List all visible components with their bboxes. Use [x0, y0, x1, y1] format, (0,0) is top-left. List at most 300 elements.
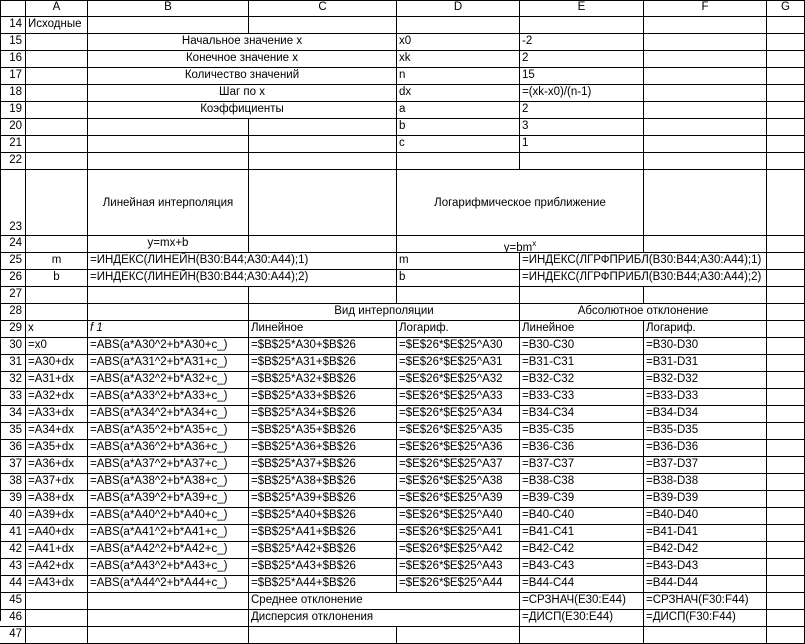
row-header-16[interactable]: 16 [0, 51, 26, 68]
row-header-42[interactable]: 42 [0, 542, 26, 559]
cell-d17[interactable] [397, 68, 520, 85]
cell-a45[interactable] [26, 593, 88, 610]
cell-c41[interactable] [249, 525, 397, 542]
cell-a29-value: x [28, 322, 34, 334]
row-header-29[interactable]: 29 [0, 321, 26, 338]
column-header-f[interactable]: F [644, 0, 767, 17]
cell-f23[interactable] [644, 170, 767, 236]
cell-a23[interactable] [26, 170, 88, 236]
cell-a30-value: =x0 [28, 339, 47, 351]
cell-a30[interactable] [26, 338, 88, 355]
cell-g20[interactable] [767, 119, 805, 136]
cell-a25[interactable] [26, 253, 88, 270]
cell-e40[interactable] [520, 508, 644, 525]
cell-f21[interactable] [644, 136, 767, 153]
cell-f41[interactable] [644, 525, 767, 542]
cell-d21[interactable] [397, 136, 520, 153]
cell-c29[interactable] [249, 321, 397, 338]
cell-d29[interactable] [397, 321, 520, 338]
cell-b14[interactable] [88, 17, 249, 34]
cell-e40-value: =B40-C40 [522, 509, 575, 521]
cell-g38[interactable] [767, 474, 805, 491]
cell-a38[interactable] [26, 474, 88, 491]
cell-d32[interactable] [397, 372, 520, 389]
cell-e29[interactable] [520, 321, 644, 338]
cell-g26[interactable] [767, 270, 805, 287]
cell-d39-value: =$E$26*$E$25^A39 [399, 492, 503, 504]
cell-b41[interactable] [88, 525, 249, 542]
cell-c33[interactable] [249, 389, 397, 406]
cell-c35[interactable] [249, 423, 397, 440]
cell-b37[interactable] [88, 457, 249, 474]
cell-e47[interactable] [520, 627, 644, 644]
cell-e36[interactable] [520, 440, 644, 457]
cell-c30[interactable] [249, 338, 397, 355]
row-header-40[interactable]: 40 [0, 508, 26, 525]
cell-a18[interactable] [26, 85, 88, 102]
cell-g39[interactable] [767, 491, 805, 508]
cell-d36[interactable] [397, 440, 520, 457]
cell-b23[interactable] [88, 170, 249, 236]
cell-b34-value: =ABS(a*A34^2+b*A34+c_) [90, 407, 228, 419]
cell-d42[interactable] [397, 542, 520, 559]
cell-d38[interactable] [397, 474, 520, 491]
cell-c21[interactable] [249, 136, 397, 153]
cell-a19[interactable] [26, 102, 88, 119]
cell-b33[interactable] [88, 389, 249, 406]
cell-a36[interactable] [26, 440, 88, 457]
cell-g40[interactable] [767, 508, 805, 525]
cell-d30[interactable] [397, 338, 520, 355]
column-header-d[interactable]: D [397, 0, 520, 17]
row-header-46[interactable]: 46 [0, 610, 26, 627]
cell-c32[interactable] [249, 372, 397, 389]
cell-c32-value: =$B$25*A32+$B$26 [251, 373, 356, 385]
cell-b43-value: =ABS(a*A43^2+b*A43+c_) [90, 560, 228, 572]
cell-b25[interactable] [88, 253, 309, 270]
cell-a39[interactable] [26, 491, 88, 508]
row-header-19[interactable]: 19 [0, 102, 26, 119]
cell-d27[interactable] [397, 287, 520, 304]
cell-f24[interactable] [644, 236, 767, 253]
cell-f35[interactable] [644, 423, 767, 440]
row-header-47[interactable]: 47 [0, 627, 26, 644]
row-header-45[interactable]: 45 [0, 593, 26, 610]
row-header-24[interactable]: 24 [0, 236, 26, 253]
cell-e18[interactable] [520, 85, 644, 102]
cell-e26-value: =ИНДЕКС(ЛГРФПРИБЛ(B30:B44;A30:A44);2) [522, 271, 762, 283]
cell-a21[interactable] [26, 136, 88, 153]
cell-d15[interactable] [397, 34, 520, 51]
cell-e30[interactable] [520, 338, 644, 355]
cell-b34[interactable] [88, 406, 249, 423]
cell-c46[interactable] [249, 610, 520, 627]
cell-f15[interactable] [644, 34, 767, 51]
cell-f20[interactable] [644, 119, 767, 136]
cell-d43[interactable] [397, 559, 520, 576]
row-header-23[interactable]: 23 [0, 170, 26, 236]
cell-d44-value: =$E$26*$E$25^A44 [399, 577, 503, 589]
cell-a43[interactable] [26, 559, 88, 576]
cell-c20[interactable] [249, 119, 397, 136]
cell-c31-value: =$B$25*A31+$B$26 [251, 356, 356, 368]
cell-g17[interactable] [767, 68, 805, 85]
cell-b39[interactable] [88, 491, 249, 508]
cell-a32[interactable] [26, 372, 88, 389]
cell-b42[interactable] [88, 542, 249, 559]
cell-b24[interactable] [88, 236, 249, 253]
cell-e39[interactable] [520, 491, 644, 508]
cell-d25-value: m [399, 254, 409, 266]
cell-g28[interactable] [767, 304, 805, 321]
cell-b17-value: Количество значений [184, 69, 300, 81]
cell-c28[interactable] [249, 304, 520, 321]
cell-g46[interactable] [767, 610, 805, 627]
cell-d18[interactable] [397, 85, 520, 102]
cell-d41[interactable] [397, 525, 520, 542]
cell-g18[interactable] [767, 85, 805, 102]
cell-c24[interactable] [249, 236, 397, 253]
row-header-15[interactable]: 15 [0, 34, 26, 51]
cell-e19[interactable] [520, 102, 644, 119]
cell-c43[interactable] [249, 559, 397, 576]
cell-c47[interactable] [249, 627, 397, 644]
cell-g16[interactable] [767, 51, 805, 68]
cell-d16[interactable] [397, 51, 520, 68]
cell-b18[interactable] [88, 85, 397, 102]
cell-f27[interactable] [644, 287, 767, 304]
cell-a40[interactable] [26, 508, 88, 525]
cell-f44-value: =B44-D44 [646, 577, 699, 589]
cell-b40[interactable] [88, 508, 249, 525]
row-header-20[interactable]: 20 [0, 119, 26, 136]
cell-f38[interactable] [644, 474, 767, 491]
cell-c33-value: =$B$25*A33+$B$26 [251, 390, 356, 402]
cell-e35[interactable] [520, 423, 644, 440]
row-header-31[interactable]: 31 [0, 355, 26, 372]
cell-d19[interactable] [397, 102, 520, 119]
cell-d44[interactable] [397, 576, 520, 593]
cell-b33-value: =ABS(a*A33^2+b*A33+c_) [90, 390, 228, 402]
cell-e20[interactable] [520, 119, 644, 136]
cell-d23[interactable] [397, 170, 644, 236]
cell-a20[interactable] [26, 119, 88, 136]
cell-c27[interactable] [249, 287, 397, 304]
cell-d35[interactable] [397, 423, 520, 440]
cell-f37[interactable] [644, 457, 767, 474]
cell-b19[interactable] [88, 102, 397, 119]
cell-c39[interactable] [249, 491, 397, 508]
cell-d37[interactable] [397, 457, 520, 474]
cell-e32[interactable] [520, 372, 644, 389]
column-header-e[interactable]: E [520, 0, 644, 17]
cell-d31[interactable] [397, 355, 520, 372]
cell-a47[interactable] [26, 627, 88, 644]
cell-f29[interactable] [644, 321, 767, 338]
cell-d19-value: a [399, 103, 406, 115]
cell-e37[interactable] [520, 457, 644, 474]
cell-g34[interactable] [767, 406, 805, 423]
cell-c42-value: =$B$25*A42+$B$26 [251, 543, 356, 555]
row-header-37[interactable]: 37 [0, 457, 26, 474]
cell-d20[interactable] [397, 119, 520, 136]
row-header-26[interactable]: 26 [0, 270, 26, 287]
cell-c43-value: =$B$25*A43+$B$26 [251, 560, 356, 572]
cell-b35[interactable] [88, 423, 249, 440]
cell-a46[interactable] [26, 610, 88, 627]
cell-a41[interactable] [26, 525, 88, 542]
cell-e15[interactable] [520, 34, 644, 51]
cell-b15[interactable] [88, 34, 397, 51]
cell-a15[interactable] [26, 34, 88, 51]
cell-d33[interactable] [397, 389, 520, 406]
row-header-14[interactable]: 14 [0, 17, 26, 34]
cell-e43-value: =B43-C43 [522, 560, 575, 572]
cell-e41[interactable] [520, 525, 644, 542]
cell-a35[interactable] [26, 423, 88, 440]
cell-b43[interactable] [88, 559, 249, 576]
cell-d47[interactable] [397, 627, 520, 644]
row-header-41[interactable]: 41 [0, 525, 26, 542]
cell-f36[interactable] [644, 440, 767, 457]
cell-f32[interactable] [644, 372, 767, 389]
cell-e27[interactable] [520, 287, 644, 304]
cell-b18-value: Шаг по x [219, 86, 265, 98]
cell-b36[interactable] [88, 440, 249, 457]
cell-a36-value: =A35+dx [28, 441, 75, 453]
cell-g22[interactable] [767, 153, 805, 170]
cell-e31[interactable] [520, 355, 644, 372]
cell-g25[interactable] [767, 253, 805, 270]
row-header-30[interactable]: 30 [0, 338, 26, 355]
cell-c22[interactable] [249, 153, 397, 170]
cell-a44[interactable] [26, 576, 88, 593]
cell-c40[interactable] [249, 508, 397, 525]
cell-b27[interactable] [88, 287, 249, 304]
cell-f14[interactable] [644, 17, 767, 34]
cell-a37[interactable] [26, 457, 88, 474]
cell-g36[interactable] [767, 440, 805, 457]
cell-a34[interactable] [26, 406, 88, 423]
cell-e21-value: 1 [522, 137, 529, 149]
cell-d26[interactable] [397, 270, 520, 287]
cell-d39[interactable] [397, 491, 520, 508]
cell-e22[interactable] [520, 153, 644, 170]
cell-e34[interactable] [520, 406, 644, 423]
cell-g30[interactable] [767, 338, 805, 355]
cell-a17[interactable] [26, 68, 88, 85]
cell-e41-value: =B41-C41 [522, 526, 575, 538]
row-header-27[interactable]: 27 [0, 287, 26, 304]
cell-g32[interactable] [767, 372, 805, 389]
cell-g35[interactable] [767, 423, 805, 440]
row-header-22[interactable]: 22 [0, 153, 26, 170]
cell-d40[interactable] [397, 508, 520, 525]
cell-c37[interactable] [249, 457, 397, 474]
cell-a42[interactable] [26, 542, 88, 559]
cell-b38[interactable] [88, 474, 249, 491]
cell-b30[interactable] [88, 338, 249, 355]
cell-c38[interactable] [249, 474, 397, 491]
cell-g47[interactable] [767, 627, 805, 644]
cell-a16[interactable] [26, 51, 88, 68]
row-header-36[interactable]: 36 [0, 440, 26, 457]
cell-d24[interactable] [397, 236, 644, 253]
cell-b32[interactable] [88, 372, 249, 389]
cell-b36-value: =ABS(a*A36^2+b*A36+c_) [90, 441, 228, 453]
cell-g24[interactable] [767, 236, 805, 253]
cell-c23[interactable] [249, 170, 397, 236]
cell-b20[interactable] [88, 119, 249, 136]
cell-d34[interactable] [397, 406, 520, 423]
cell-c35-value: =$B$25*A35+$B$26 [251, 424, 356, 436]
cell-e44[interactable] [520, 576, 644, 593]
cell-c45[interactable] [249, 593, 520, 610]
cell-g14[interactable] [767, 17, 805, 34]
cell-g33[interactable] [767, 389, 805, 406]
cell-g41[interactable] [767, 525, 805, 542]
cell-b47[interactable] [88, 627, 249, 644]
cell-f44[interactable] [644, 576, 767, 593]
cell-a24[interactable] [26, 236, 88, 253]
cell-e46[interactable] [520, 610, 644, 627]
cell-g29[interactable] [767, 321, 805, 338]
cell-a22[interactable] [26, 153, 88, 170]
cell-g44[interactable] [767, 576, 805, 593]
cell-d32-value: =$E$26*$E$25^A32 [399, 373, 503, 385]
cell-g21[interactable] [767, 136, 805, 153]
row-header-25[interactable]: 25 [0, 253, 26, 270]
row-header-44[interactable]: 44 [0, 576, 26, 593]
cell-f34[interactable] [644, 406, 767, 423]
cell-c31[interactable] [249, 355, 397, 372]
cell-e33[interactable] [520, 389, 644, 406]
cell-g27[interactable] [767, 287, 805, 304]
cell-d25[interactable] [397, 253, 520, 270]
row-header-33[interactable]: 33 [0, 389, 26, 406]
cell-f47[interactable] [644, 627, 767, 644]
cell-b31[interactable] [88, 355, 249, 372]
cell-b26[interactable] [88, 270, 309, 287]
cell-a14[interactable] [26, 17, 88, 34]
cell-c14[interactable] [249, 17, 397, 34]
cell-g23[interactable] [767, 170, 805, 236]
row-header-35[interactable]: 35 [0, 423, 26, 440]
column-header-c[interactable]: C [249, 0, 397, 17]
cell-b28[interactable] [88, 304, 249, 321]
cell-e16[interactable] [520, 51, 644, 68]
cell-f22[interactable] [644, 153, 767, 170]
cell-e43[interactable] [520, 559, 644, 576]
cell-f45[interactable] [644, 593, 767, 610]
cell-f32-value: =B32-D32 [646, 373, 699, 385]
cell-b45[interactable] [88, 593, 249, 610]
cell-e34-value: =B34-C34 [522, 407, 575, 419]
cell-a31[interactable] [26, 355, 88, 372]
cell-g42[interactable] [767, 542, 805, 559]
select-all-corner[interactable] [0, 0, 26, 17]
cell-f39-value: =B39-D39 [646, 492, 699, 504]
cell-g31[interactable] [767, 355, 805, 372]
row-header-17[interactable]: 17 [0, 68, 26, 85]
cell-e26[interactable] [520, 270, 762, 287]
row-header-28[interactable]: 28 [0, 304, 26, 321]
cell-b35-value: =ABS(a*A35^2+b*A35+c_) [90, 424, 228, 436]
cell-b29[interactable] [88, 321, 249, 338]
cell-e42[interactable] [520, 542, 644, 559]
cell-g37[interactable] [767, 457, 805, 474]
row-header-32[interactable]: 32 [0, 372, 26, 389]
cell-g19[interactable] [767, 102, 805, 119]
row-header-43[interactable]: 43 [0, 559, 26, 576]
cell-f43[interactable] [644, 559, 767, 576]
cell-b17[interactable] [88, 68, 397, 85]
column-header-a[interactable]: A [26, 0, 88, 17]
row-header-38[interactable]: 38 [0, 474, 26, 491]
cell-e17[interactable] [520, 68, 644, 85]
cell-f39[interactable] [644, 491, 767, 508]
cell-f19[interactable] [644, 102, 767, 119]
column-header-g[interactable]: G [767, 0, 805, 17]
row-header-34[interactable]: 34 [0, 406, 26, 423]
cell-g43[interactable] [767, 559, 805, 576]
cell-e14[interactable] [520, 17, 644, 34]
cell-e28[interactable] [520, 304, 767, 321]
cell-b21[interactable] [88, 136, 249, 153]
cell-a28[interactable] [26, 304, 88, 321]
cell-a29[interactable] [26, 321, 88, 338]
cell-f17[interactable] [644, 68, 767, 85]
cell-c34[interactable] [249, 406, 397, 423]
cell-d14[interactable] [397, 17, 520, 34]
cell-a26[interactable] [26, 270, 88, 287]
cell-f30[interactable] [644, 338, 767, 355]
cell-c42[interactable] [249, 542, 397, 559]
cell-e38[interactable] [520, 474, 644, 491]
cell-e25[interactable] [520, 253, 762, 270]
cell-g15[interactable] [767, 34, 805, 51]
cell-f42[interactable] [644, 542, 767, 559]
cell-b46[interactable] [88, 610, 249, 627]
cell-a14-value: Исходные [28, 18, 82, 30]
cell-d22[interactable] [397, 153, 520, 170]
cell-e21[interactable] [520, 136, 644, 153]
cell-g45[interactable] [767, 593, 805, 610]
cell-f16[interactable] [644, 51, 767, 68]
cell-f18[interactable] [644, 85, 767, 102]
cell-f33[interactable] [644, 389, 767, 406]
cell-b16-value: Конечное значение x [185, 52, 299, 64]
row-header-18[interactable]: 18 [0, 85, 26, 102]
cell-e45[interactable] [520, 593, 644, 610]
cell-e38-value: =B38-C38 [522, 475, 575, 487]
cell-b44[interactable] [88, 576, 249, 593]
cell-b22[interactable] [88, 153, 249, 170]
cell-f46[interactable] [644, 610, 767, 627]
cell-f31[interactable] [644, 355, 767, 372]
column-header-b[interactable]: B [88, 0, 249, 17]
cell-f40[interactable] [644, 508, 767, 525]
cell-f30-value: =B30-D30 [646, 339, 699, 351]
cell-a33[interactable] [26, 389, 88, 406]
cell-c44[interactable] [249, 576, 397, 593]
cell-b16[interactable] [88, 51, 397, 68]
row-header-39[interactable]: 39 [0, 491, 26, 508]
cell-c36[interactable] [249, 440, 397, 457]
row-header-21[interactable]: 21 [0, 136, 26, 153]
cell-a42-value: =A41+dx [28, 543, 75, 555]
cell-a27[interactable] [26, 287, 88, 304]
